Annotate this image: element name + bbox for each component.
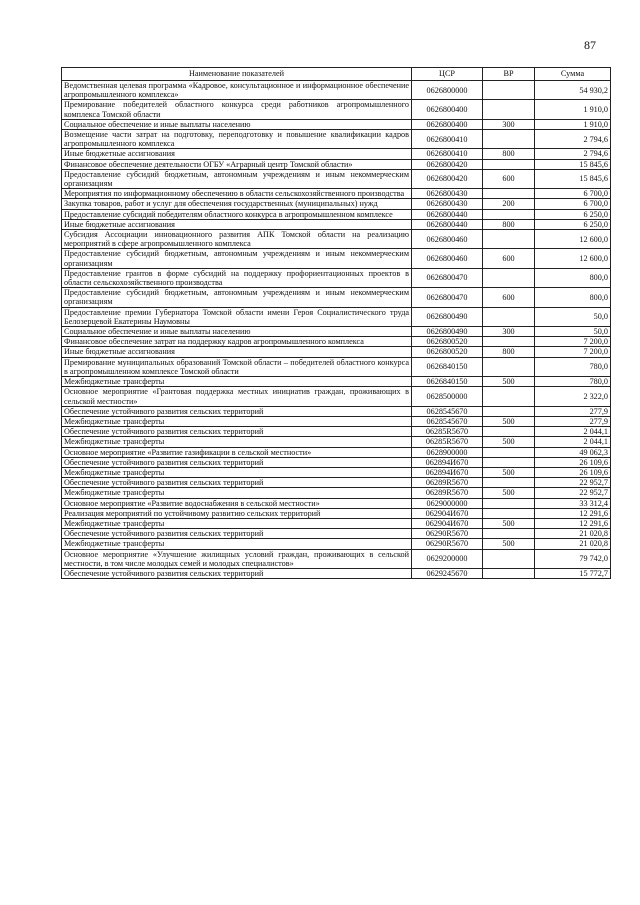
row-vr-cell: 600 — [483, 249, 535, 268]
row-csr-cell: 0629000000 — [412, 498, 483, 508]
row-csr-cell: 0628500000 — [412, 387, 483, 406]
row-vr-cell: 300 — [483, 327, 535, 337]
table-row — [62, 100, 611, 119]
table-row — [62, 539, 611, 549]
row-sum-cell: 26 109,6 — [535, 467, 611, 477]
table-row — [62, 130, 611, 149]
row-sum-cell: 15 772,7 — [535, 568, 611, 578]
header-csr: ЦСР — [412, 68, 483, 81]
row-vr-cell: 500 — [483, 467, 535, 477]
row-sum-cell: 12 600,0 — [535, 249, 611, 268]
row-sum-cell: 1 910,0 — [535, 119, 611, 129]
row-vr-cell — [483, 498, 535, 508]
row-sum-cell: 7 200,0 — [535, 347, 611, 357]
row-csr-cell: 0626800400 — [412, 100, 483, 119]
row-csr-cell: 06290R5670 — [412, 539, 483, 549]
row-name-cell: Предоставление грантов в форме субсидий на поддержку профориентационных проектов в области сельскохозяйственного производства — [62, 268, 412, 287]
row-name-cell: Межбюджетные трансферты — [62, 488, 412, 498]
row-name-cell: Межбюджетные трансферты — [62, 416, 412, 426]
row-vr-cell — [483, 130, 535, 149]
row-sum-cell: 33 312,4 — [535, 498, 611, 508]
row-vr-cell — [483, 529, 535, 539]
row-vr-cell — [483, 406, 535, 416]
table-row — [62, 467, 611, 477]
row-csr-cell: 0629200000 — [412, 549, 483, 568]
row-sum-cell: 22 952,7 — [535, 478, 611, 488]
row-csr-cell: 0626800470 — [412, 288, 483, 307]
header-vr: ВР — [483, 68, 535, 81]
table-row — [62, 347, 611, 357]
row-vr-cell — [483, 268, 535, 287]
table-row — [62, 327, 611, 337]
row-sum-cell: 49 062,3 — [535, 447, 611, 457]
row-vr-cell — [483, 230, 535, 249]
page-number: 87 — [584, 38, 596, 52]
row-csr-cell: 06285R5670 — [412, 437, 483, 447]
row-sum-cell: 50,0 — [535, 307, 611, 326]
row-name-cell: Межбюджетные трансферты — [62, 518, 412, 528]
row-csr-cell: 0626800470 — [412, 268, 483, 287]
row-sum-cell: 54 930,2 — [535, 81, 611, 100]
row-name-cell: Премирование победителей областного конкурса среди работников агропромышленного комплекса Томской области — [62, 100, 412, 119]
row-csr-cell: 0626800440 — [412, 209, 483, 219]
row-sum-cell: 6 250,0 — [535, 219, 611, 229]
row-vr-cell — [483, 387, 535, 406]
row-sum-cell: 277,9 — [535, 406, 611, 416]
row-csr-cell: 0626800420 — [412, 169, 483, 188]
row-name-cell: Основное мероприятие «Грантовая поддержка местных инициатив граждан, проживающих в сельской местности» — [62, 387, 412, 406]
row-sum-cell: 15 845,6 — [535, 169, 611, 188]
table-row — [62, 406, 611, 416]
row-vr-cell — [483, 307, 535, 326]
row-name-cell: Субсидия Ассоциации инновационного развития АПК Томской области на реализацию мероприятий в сфере агропромышленного комплекса — [62, 230, 412, 249]
budget-table — [61, 67, 611, 579]
table-row — [62, 81, 611, 100]
row-name-cell: Межбюджетные трансферты — [62, 377, 412, 387]
row-sum-cell: 6 700,0 — [535, 199, 611, 209]
row-csr-cell: 0628900000 — [412, 447, 483, 457]
row-csr-cell: 0628545670 — [412, 406, 483, 416]
table-row — [62, 549, 611, 568]
table-row — [62, 337, 611, 347]
table-row — [62, 230, 611, 249]
table-row — [62, 149, 611, 159]
row-vr-cell — [483, 508, 535, 518]
row-vr-cell: 600 — [483, 288, 535, 307]
row-csr-cell: 062904И670 — [412, 518, 483, 528]
table-row — [62, 307, 611, 326]
row-sum-cell: 2 044,1 — [535, 427, 611, 437]
table-row — [62, 508, 611, 518]
table-row — [62, 427, 611, 437]
table-row — [62, 416, 611, 426]
row-name-cell: Обеспечение устойчивого развития сельских территорий — [62, 568, 412, 578]
row-sum-cell: 12 291,6 — [535, 518, 611, 528]
row-sum-cell: 79 742,0 — [535, 549, 611, 568]
row-sum-cell: 800,0 — [535, 288, 611, 307]
row-name-cell: Мероприятия по информационному обеспечению в области сельскохозяйственного производства — [62, 189, 412, 199]
table-row — [62, 209, 611, 219]
row-vr-cell — [483, 81, 535, 100]
table-row — [62, 357, 611, 376]
row-csr-cell: 0626800410 — [412, 149, 483, 159]
row-sum-cell: 26 109,6 — [535, 457, 611, 467]
row-sum-cell: 21 020,8 — [535, 529, 611, 539]
table-row — [62, 387, 611, 406]
row-csr-cell: 0629245670 — [412, 568, 483, 578]
row-csr-cell: 062894И670 — [412, 457, 483, 467]
row-vr-cell — [483, 159, 535, 169]
row-vr-cell: 800 — [483, 219, 535, 229]
row-csr-cell: 0626800430 — [412, 199, 483, 209]
row-sum-cell: 12 600,0 — [535, 230, 611, 249]
row-vr-cell — [483, 100, 535, 119]
row-name-cell: Иные бюджетные ассигнования — [62, 219, 412, 229]
table-row — [62, 169, 611, 188]
row-name-cell: Возмещение части затрат на подготовку, переподготовку и повышение квалификации кадров агропромышленного комплекса — [62, 130, 412, 149]
row-csr-cell: 06289R5670 — [412, 488, 483, 498]
table-row — [62, 498, 611, 508]
row-name-cell: Финансовое обеспечение деятельности ОГБУ «Аграрный центр Томской области» — [62, 159, 412, 169]
row-sum-cell: 15 845,6 — [535, 159, 611, 169]
row-sum-cell: 22 952,7 — [535, 488, 611, 498]
row-name-cell: Премирование муниципальных образований Томской области – победителей областного конкурса в агропромышленном комплексе Томской области — [62, 357, 412, 376]
table-row — [62, 288, 611, 307]
row-csr-cell: 0628545670 — [412, 416, 483, 426]
row-name-cell: Межбюджетные трансферты — [62, 437, 412, 447]
row-sum-cell: 21 020,8 — [535, 539, 611, 549]
row-csr-cell: 062904И670 — [412, 508, 483, 518]
row-name-cell: Закупка товаров, работ и услуг для обеспечения государственных (муниципальных) нужд — [62, 199, 412, 209]
row-sum-cell: 2 044,1 — [535, 437, 611, 447]
row-vr-cell — [483, 357, 535, 376]
row-sum-cell: 6 700,0 — [535, 189, 611, 199]
row-vr-cell — [483, 189, 535, 199]
table-row — [62, 568, 611, 578]
table-row — [62, 199, 611, 209]
row-name-cell: Основное мероприятие «Развитие газификации в сельской местности» — [62, 447, 412, 457]
row-vr-cell: 500 — [483, 377, 535, 387]
row-vr-cell: 500 — [483, 416, 535, 426]
row-name-cell: Предоставление премии Губернатора Томской области имени Героя Социалистического труда Белозерцевой Екатерины Наумовны — [62, 307, 412, 326]
row-sum-cell: 6 250,0 — [535, 209, 611, 219]
row-sum-cell: 2 794,6 — [535, 130, 611, 149]
row-csr-cell: 0626800520 — [412, 337, 483, 347]
row-vr-cell: 500 — [483, 539, 535, 549]
row-csr-cell: 0626800420 — [412, 159, 483, 169]
row-name-cell: Предоставление субсидий бюджетным, автономным учреждениям и иным некоммерческим организациям — [62, 288, 412, 307]
row-name-cell: Межбюджетные трансферты — [62, 467, 412, 477]
table-row — [62, 529, 611, 539]
row-name-cell: Предоставление субсидий победителям областного конкурса в агропромышленном комплексе — [62, 209, 412, 219]
row-sum-cell: 2 794,6 — [535, 149, 611, 159]
row-name-cell: Социальное обеспечение и иные выплаты населению — [62, 119, 412, 129]
row-name-cell: Предоставление субсидий бюджетным, автономным учреждениям и иным некоммерческим организациям — [62, 169, 412, 188]
table-row — [62, 488, 611, 498]
row-csr-cell: 0626840150 — [412, 377, 483, 387]
row-csr-cell: 0626800490 — [412, 307, 483, 326]
row-name-cell: Основное мероприятие «Улучшение жилищных условий граждан, проживающих в сельской местности, в том числе молодых семей и молодых специалистов» — [62, 549, 412, 568]
table-row — [62, 159, 611, 169]
row-sum-cell: 277,9 — [535, 416, 611, 426]
row-csr-cell: 0626800520 — [412, 347, 483, 357]
row-csr-cell: 0626800490 — [412, 327, 483, 337]
table-row — [62, 119, 611, 129]
row-vr-cell: 300 — [483, 119, 535, 129]
row-csr-cell: 0626800460 — [412, 230, 483, 249]
row-name-cell: Обеспечение устойчивого развития сельских территорий — [62, 529, 412, 539]
row-csr-cell: 0626840150 — [412, 357, 483, 376]
row-csr-cell: 0626800400 — [412, 119, 483, 129]
row-sum-cell: 50,0 — [535, 327, 611, 337]
row-vr-cell — [483, 427, 535, 437]
table-row — [62, 219, 611, 229]
table-row — [62, 518, 611, 528]
header-name: Наименование показателей — [62, 68, 412, 81]
row-name-cell: Обеспечение устойчивого развития сельских территорий — [62, 457, 412, 467]
row-vr-cell: 800 — [483, 347, 535, 357]
row-name-cell: Предоставление субсидий бюджетным, автономным учреждениям и иным некоммерческим организациям — [62, 249, 412, 268]
row-name-cell: Финансовое обеспечение затрат на поддержку кадров агропромышленного комплекса — [62, 337, 412, 347]
row-vr-cell: 500 — [483, 437, 535, 447]
row-name-cell: Социальное обеспечение и иные выплаты населению — [62, 327, 412, 337]
row-vr-cell — [483, 209, 535, 219]
row-name-cell: Обеспечение устойчивого развития сельских территорий — [62, 427, 412, 437]
row-vr-cell — [483, 549, 535, 568]
row-name-cell: Обеспечение устойчивого развития сельских территорий — [62, 406, 412, 416]
row-csr-cell: 0626800460 — [412, 249, 483, 268]
row-csr-cell: 0626800000 — [412, 81, 483, 100]
row-vr-cell: 500 — [483, 518, 535, 528]
table-row — [62, 447, 611, 457]
row-vr-cell: 200 — [483, 199, 535, 209]
row-name-cell: Основное мероприятие «Развитие водоснабжения в сельской местности» — [62, 498, 412, 508]
row-sum-cell: 780,0 — [535, 377, 611, 387]
row-name-cell: Иные бюджетные ассигнования — [62, 149, 412, 159]
row-sum-cell: 800,0 — [535, 268, 611, 287]
row-sum-cell: 2 322,0 — [535, 387, 611, 406]
row-csr-cell: 0626800430 — [412, 189, 483, 199]
table-header-row — [62, 68, 611, 81]
row-sum-cell: 12 291,6 — [535, 508, 611, 518]
row-vr-cell — [483, 478, 535, 488]
table-row — [62, 437, 611, 447]
row-csr-cell: 06285R5670 — [412, 427, 483, 437]
header-sum: Сумма — [535, 68, 611, 81]
row-name-cell: Иные бюджетные ассигнования — [62, 347, 412, 357]
row-vr-cell — [483, 457, 535, 467]
row-sum-cell: 780,0 — [535, 357, 611, 376]
row-csr-cell: 0626800410 — [412, 130, 483, 149]
row-vr-cell: 800 — [483, 149, 535, 159]
table-row — [62, 457, 611, 467]
table-row — [62, 377, 611, 387]
row-vr-cell: 600 — [483, 169, 535, 188]
table-body — [62, 81, 611, 579]
table-row — [62, 478, 611, 488]
table-row — [62, 249, 611, 268]
table-row — [62, 268, 611, 287]
row-csr-cell: 06289R5670 — [412, 478, 483, 488]
row-vr-cell — [483, 447, 535, 457]
row-csr-cell: 06290R5670 — [412, 529, 483, 539]
row-sum-cell: 7 200,0 — [535, 337, 611, 347]
row-name-cell: Ведомственная целевая программа «Кадровое, консультационное и информационное обеспечение агропромышленного комплекса» — [62, 81, 412, 100]
row-vr-cell: 500 — [483, 488, 535, 498]
row-name-cell: Реализация мероприятий по устойчивому развитию сельских территорий — [62, 508, 412, 518]
row-sum-cell: 1 910,0 — [535, 100, 611, 119]
row-csr-cell: 0626800440 — [412, 219, 483, 229]
row-vr-cell — [483, 337, 535, 347]
row-name-cell: Обеспечение устойчивого развития сельских территорий — [62, 478, 412, 488]
row-csr-cell: 062894И670 — [412, 467, 483, 477]
row-name-cell: Межбюджетные трансферты — [62, 539, 412, 549]
row-vr-cell — [483, 568, 535, 578]
table-row — [62, 189, 611, 199]
